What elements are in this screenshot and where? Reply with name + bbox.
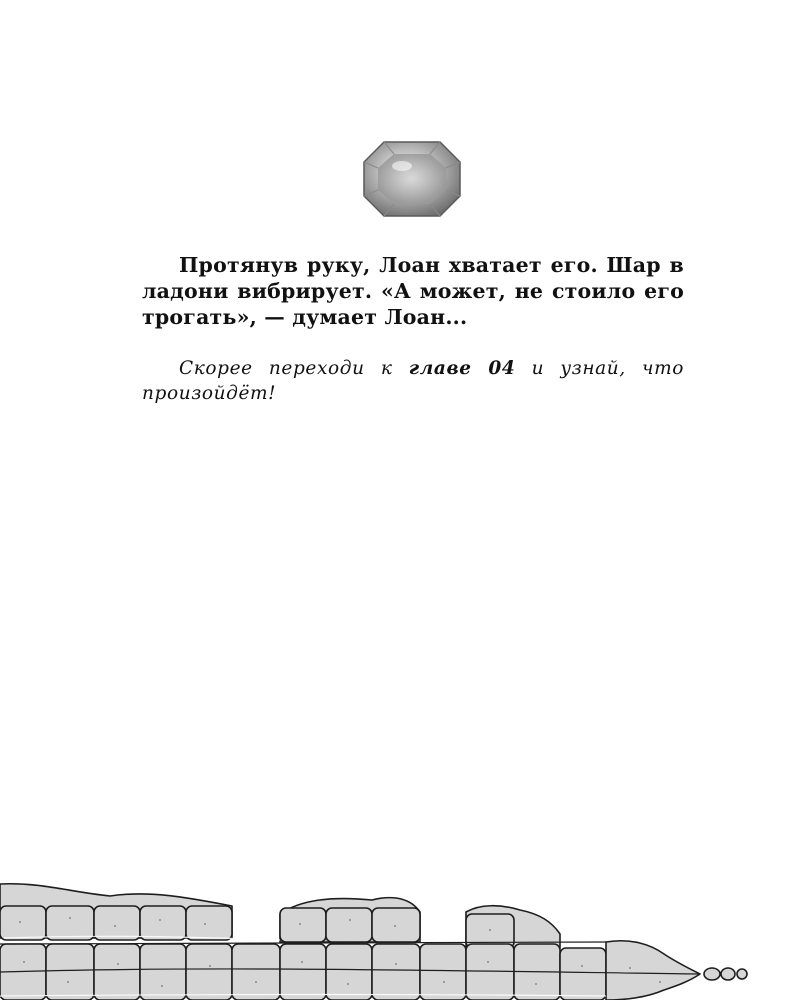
story-text [142, 252, 684, 406]
next-chapter-prompt [142, 356, 684, 406]
chapter-reference: главе 04 [408, 358, 516, 379]
story-paragraph: Протянув руку, Лоан хватает его. Шар в ладони вибрирует. «А может, не стоило его трогать», — думает Лоан... [142, 253, 684, 329]
cta-after: и узнай, что произойдёт! [142, 358, 684, 404]
stone-wall-illustration [0, 878, 800, 1000]
cta-before: Скорее переходи к [179, 358, 409, 379]
gem-icon [362, 140, 462, 218]
